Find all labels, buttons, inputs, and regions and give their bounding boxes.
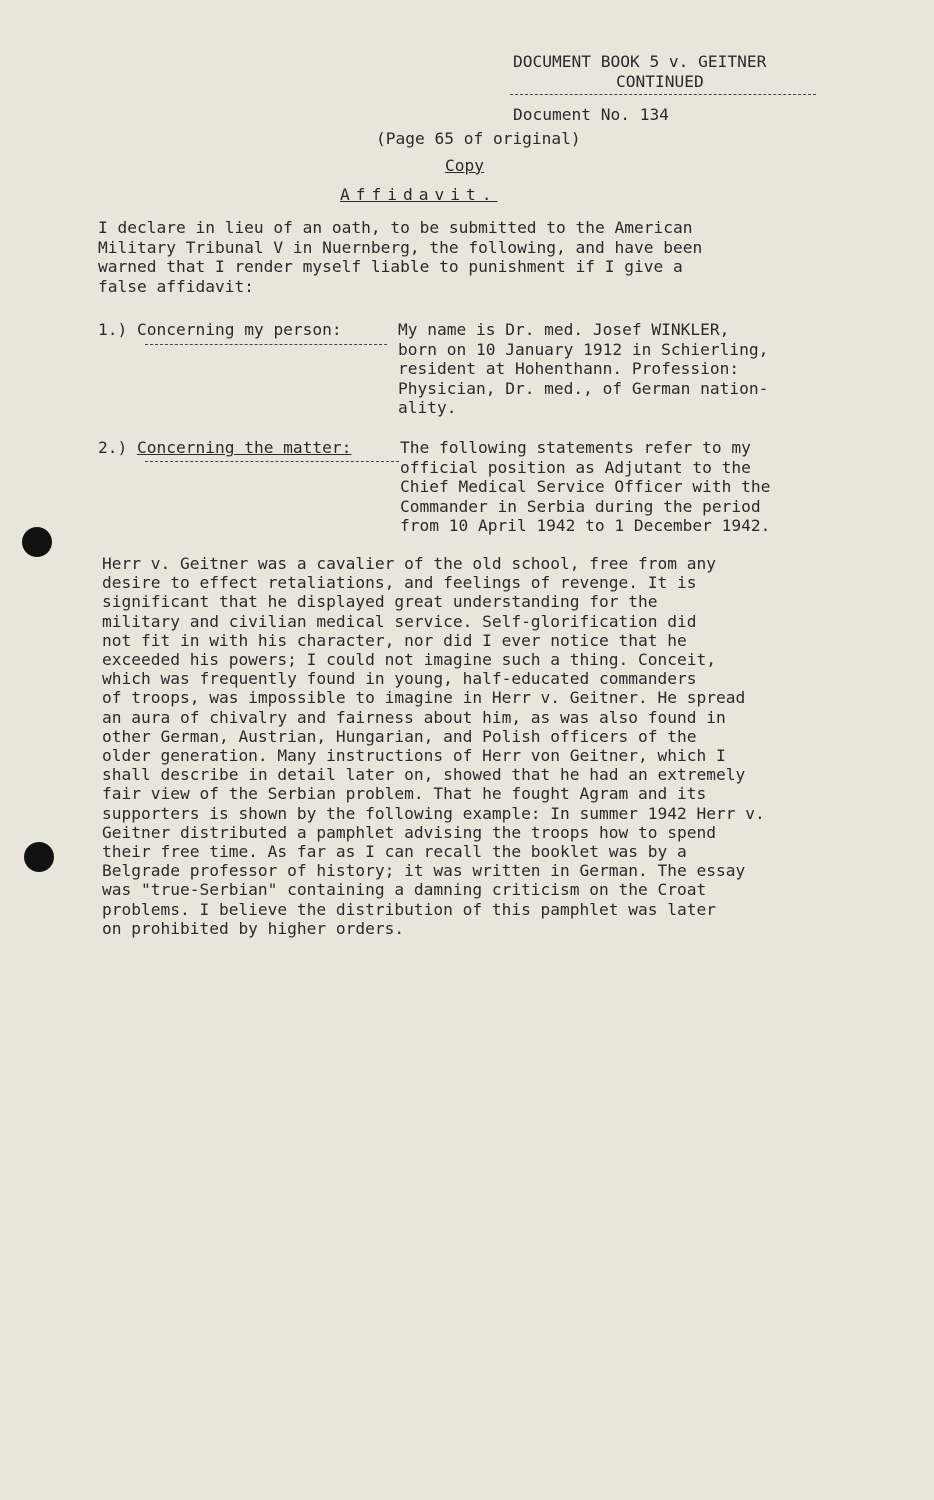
item-2-label-text: Concerning the matter: (137, 438, 352, 457)
item-1-number: 1.) (98, 320, 128, 339)
document-number: Document No. 134 (513, 105, 669, 124)
header-divider (510, 94, 816, 95)
item-2-text: The following statements refer to my official position as Adjutant to the Chief Medical Service Officer with the Commander in Serbia during the period from 10 April 1942 to 1 December 1942. (400, 438, 771, 535)
page-reference: (Page 65 of original) (376, 129, 581, 148)
continued-label: CONTINUED (616, 72, 704, 91)
document-book-title: DOCUMENT BOOK 5 v. GEITNER (513, 52, 767, 71)
copy-label: Copy (445, 156, 484, 175)
intro-paragraph: I declare in lieu of an oath, to be submitted to the American Military Tribunal V in Nuernberg, the following, and have been warned that I render myself liable to punishment if I give a false affidavit: (98, 218, 703, 296)
item-2-label (98, 438, 351, 458)
item-2-number: 2.) (98, 438, 128, 457)
punch-hole (22, 527, 52, 557)
item-1-label-text: Concerning my person: (137, 320, 342, 339)
item-2-underline (145, 461, 399, 462)
punch-hole (24, 842, 54, 872)
body-paragraph: Herr v. Geitner was a cavalier of the old school, free from any desire to effect retaliations, and feelings of revenge. It is significant that he displayed great understanding for the military and civilian medical service. Self-glorification did not fit in with his character, nor did I ever notice that he exceeded his powers; I could not imagine such a thing. Conceit, which was frequently found in young, half-educated commanders of troops, was impossible to imagine in Herr v. Geitner. He spread an aura of chivalry and fairness about him, as was also found in other German, Austrian, Hungarian, and Polish officers of the older generation. Many instructions of Herr von Geitner, which I shall describe in detail later on, showed that he had an extremely fair view of the Serbian problem. That he fought Agram and its supporters is shown by the following example: In summer 1942 Herr v. Geitner distributed a pamphlet advising the troops how to spend their free time. As far as I can recall the booklet was by a Belgrade professor of history; it was written in German. The essay was "true-Serbian" containing a damning criticism on the Croat problems. I believe the distribution of this pamphlet was later on prohibited by higher orders. (102, 554, 765, 938)
item-1-underline (145, 344, 387, 345)
item-1-label (98, 320, 342, 340)
item-1-text: My name is Dr. med. Josef WINKLER, born on 10 January 1912 in Schierling, resident at Hohenthann. Profession: Physician, Dr. med., of German nation- ality. (398, 320, 769, 417)
affidavit-heading: Affidavit. (340, 185, 498, 204)
